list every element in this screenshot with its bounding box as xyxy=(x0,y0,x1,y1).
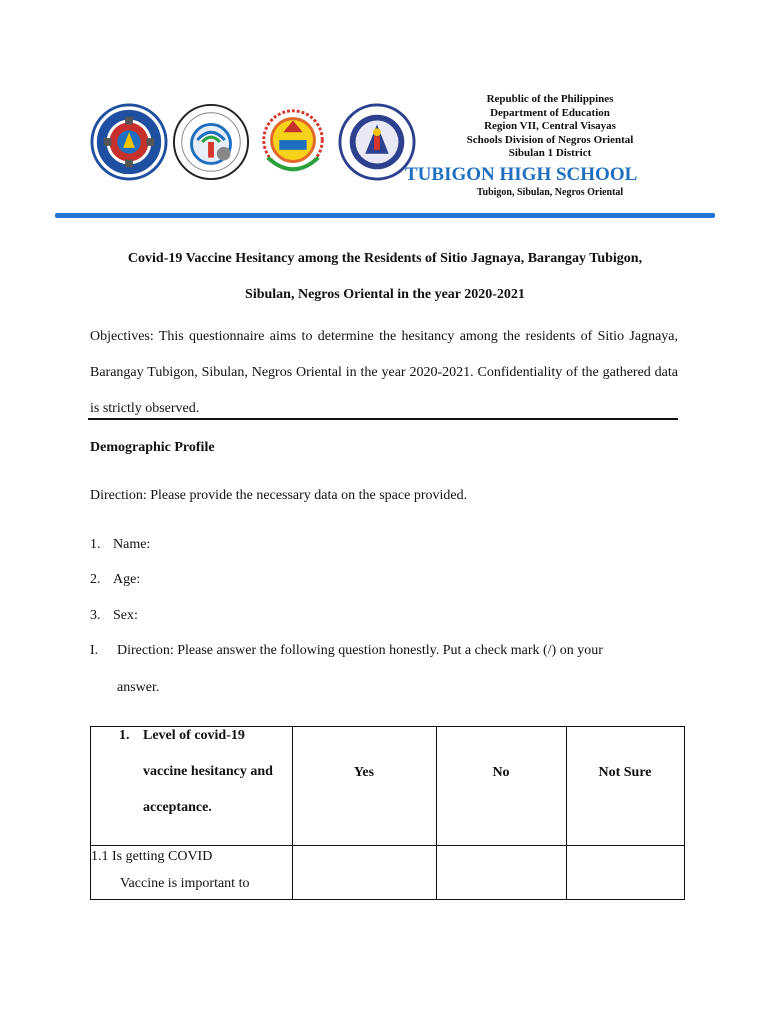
header-logos xyxy=(90,103,420,189)
field-number: 1. xyxy=(90,537,101,552)
division-negros-oriental-logo xyxy=(172,103,250,181)
header-line: Department of Education xyxy=(490,106,610,119)
questionnaire-table xyxy=(90,726,685,900)
gear-seal-icon xyxy=(90,103,168,181)
section-direction-cont: answer. xyxy=(117,680,160,695)
objectives-paragraph: Objectives: This questionnaire aims to determine the hesitancy among the residents of Sitio Jagnaya, Barangay Tubigon, Sibulan, Negros Oriental in the year 2020-2021. Confidentiality of the gathered data is strictly observed. xyxy=(90,329,678,416)
field-label: Sex: xyxy=(113,608,138,623)
answer-cell-yes[interactable] xyxy=(292,846,436,899)
question-text: 1.1 Is getting COVID xyxy=(91,849,213,864)
column-yes: Yes xyxy=(353,765,375,780)
table-head-line: Level of covid-19 xyxy=(143,728,245,743)
field-label: Age: xyxy=(113,572,141,587)
field-number: 3. xyxy=(90,608,101,623)
field-label: Name: xyxy=(113,537,151,552)
header-line: Region VII, Central Visayas xyxy=(484,120,616,133)
school-header xyxy=(400,93,700,199)
school-name: TUBIGON HIGH SCHOOL xyxy=(405,163,638,185)
table-head-line: acceptance. xyxy=(143,800,212,815)
region-vii-logo xyxy=(254,103,332,181)
school-location: Tubigon, Sibulan, Negros Oriental xyxy=(476,186,624,198)
field-number: 2. xyxy=(90,572,101,587)
header-line: Republic of the Philippines xyxy=(486,93,614,105)
section-direction-text: Direction: Please answer the following question honestly. Put a check mark (/) on your xyxy=(117,643,603,658)
star-seal-icon xyxy=(254,103,332,181)
header-line: Schools Division of Negros Oriental xyxy=(466,133,634,146)
section-roman: I. xyxy=(90,643,99,658)
column-no: No xyxy=(492,765,510,780)
document-title-line2: Sibulan, Negros Oriental in the year 2020-2021 xyxy=(245,287,525,302)
section-divider xyxy=(88,418,678,420)
header-line: Sibulan 1 District xyxy=(508,147,592,160)
answer-cell-no[interactable] xyxy=(436,846,566,899)
table-head-number: 1. xyxy=(119,728,130,743)
answer-cell-not-sure[interactable] xyxy=(566,846,684,899)
table-head-line: vaccine hesitancy and xyxy=(143,764,273,779)
demographic-direction: Direction: Please provide the necessary data on the space provided. xyxy=(90,488,468,503)
field-name xyxy=(90,536,150,554)
gear-seal-icon xyxy=(172,103,250,181)
column-not-sure: Not Sure xyxy=(598,765,652,780)
header-divider xyxy=(55,213,715,218)
demographic-heading: Demographic Profile xyxy=(90,440,215,455)
question-text: Vaccine is important to xyxy=(120,876,250,891)
field-age xyxy=(90,571,140,589)
deped-tubigon-logo xyxy=(90,103,168,181)
field-sex xyxy=(90,607,138,625)
section-direction xyxy=(90,642,650,660)
document-title-line1: Covid-19 Vaccine Hesitancy among the Residents of Sitio Jagnaya, Barangay Tubigon, xyxy=(127,251,643,266)
